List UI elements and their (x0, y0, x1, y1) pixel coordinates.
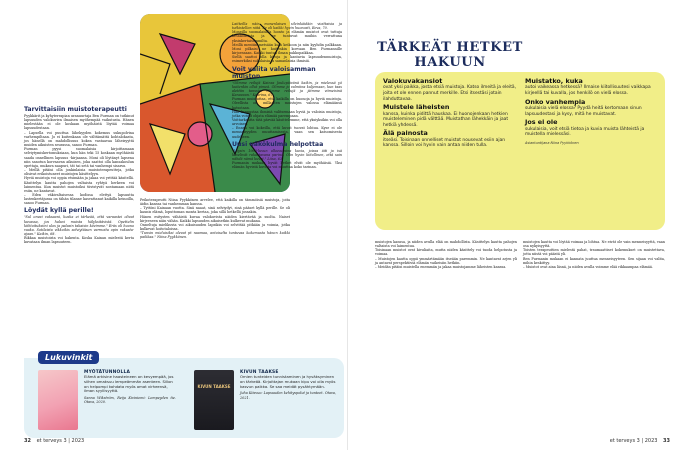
section-heading: Uusi näkökulma helpottaa (232, 140, 324, 148)
section-heading: Tarvittaisiin muistoterapeutti (24, 106, 127, 113)
paragraph: – Tyttöni Kainaan vuotta. Sinä naaat, sinä selviydyt, sinä pääset kyllä perille. Se oli kaunis elämä, loputtoman monta kertaa, joka sillä hetkellä jossakin. (140, 206, 290, 215)
book-heading: KIVUN TAAKSE (240, 370, 279, 375)
page-number: 33 (663, 438, 670, 444)
tip-text: ovat yksi paikka, josta etsiä muistoja. Katso ilmeitä ja eleitä, joita et ole ennen pannut merkille. Etsi itsestäsi jotain ilahduttavaa. (383, 85, 517, 102)
paragraph: – Meidän pitäisi muistella enemmän ja jakaa muistojamme läheisten kanssa. (375, 264, 507, 269)
paragraph: Toisinaan muistot ovat kivuliaita, mutta niiden käsittely voi tuoda helpotusta ja voimaa. (375, 248, 517, 257)
paragraph: Hän kannustaa ihmisiä valitsemaan hyviä ja valoisia muistoja, jotka voivat ohjata elämää parempaan. (232, 109, 342, 118)
quote: "Tunsin mieluisiksi olevat pt naamaa, antoiselta tuntuvaa kokemusta hänen kaikki paikkaa." Niina Pyykkönen. (140, 231, 290, 240)
quote: "Löysin 1960-luvun alkuvuosina kuvia, joissa äiti ja isä kävelivät rakastavana parina. Olin hyvin kiitollinen, että sain nähdä nämä kuvat." Liisa, 63. (232, 148, 342, 162)
tip-text: kanssa, kuinka pidittä hauskaa. Ei huonojenkaan hetkien muisteleminen pidä välttää. Muistathan lähekkäin ja jaat hetkiä yhdessä. (383, 111, 509, 128)
paragraph: muistojen kanssa, ja niiden avulla elää on mahdollista. Käsittelyn kautta pahojen valtaista voi laimentua. (375, 240, 517, 249)
tip-heading: Muistele läheisten (383, 103, 450, 112)
tip-heading: Onko vanhempia (525, 97, 586, 106)
tips-column-right (525, 76, 657, 145)
folio-right (610, 438, 670, 444)
tip-text: autoi vaikeassa hetkessä? Ilmaise kiitollisuutesi vaikkapa kirjeellä tai kuvalla, jos henkilö on vielä elossa. (525, 85, 651, 96)
paragraph: – Muistojen kautta oppii ymmärtämään itseään paremmin. Ne kantavat arjen yli ja antavat perspektiiviä elämän vaikeisiin hetkiin. (375, 256, 517, 265)
quote: "Olimme reilujä Kainsa Joulupäivänä kaikin, ja mielessä yö kuitenkin ollut pimeä. Olimme jo valmiina kuljemaan, kun taas alettiin tanssia. Olimme reilujä ja jäimme viimeisinä Kanavaan." Kaarina, 67. (232, 80, 342, 98)
paragraph: – Lapsella voi puuttua lähekyyden kokemus sukupolvina varhempiltaan. Jo ei kuitenkaan ole välttämättä kohtalokasta, jos hänellä on mahdollisuus kokea vastaavaa läheisyyttä muiden aikuisten seurassa, sanoo Furman. (24, 130, 134, 148)
paragraph: Onneltuja mielikuvia voi aikuisuuden lapsikin voi selvittää pitkään ja voimia, jotka kulkevat hoitotaloissa. (140, 222, 290, 232)
page33-bottom-left (375, 240, 517, 269)
book-text: Elämä arkisine haasteineen on kevyempää, jos siihen omaksuu lempeämmän asenteen. Sillon on helpompi kohdata myös omat virheensä, ilman syyllisyyttä. (84, 374, 174, 394)
magazine-label: et terveys 3 | 2023 (609, 438, 658, 444)
magazine-label: et terveys 3 | 2023 (36, 438, 85, 444)
section-heading: Löydät kyllä perille! (24, 207, 94, 215)
paragraph: Peikoterapeutti Niina Pyykkönen arvelee, että kaikilla on tämmöisiä muistoja, joita äidin kanssa tai vanhemman kanssa. (140, 198, 290, 207)
book-1 (84, 370, 176, 405)
book-box-title: Lukuvinkit (38, 351, 99, 364)
paragraph: Voittarkaatta tätä pärvää käsittelemme, että yksiyksikin voi olla arvoinen. (232, 117, 342, 127)
paragraph: Toisten terapeuttien mielestä pahat, traumaattiset kokemukset on muistettava, jotta niistä voi päästä yli. (523, 248, 665, 257)
paragraph: Moneilla suomalaisilla luonto ja elämän muistot ovat tuttuja kesäkodeista ja ne tuntuvat muihin verrattuna yksinkertaisemmilta. (232, 30, 342, 43)
tips-credit: Asiantuntijana Niina Pyykkönen (525, 140, 579, 145)
paragraph: Pyykkärit ja kyhyterrapian uranuurtaja Ben Furman on tutkinut lapsuuden valokuvien ilmaisen myöhempää vaikutusta. Hänen mielestään ei ole koskaan myöhäistä löytää voimaa lapsuudestaan. (24, 114, 134, 131)
tip-text: itseäsi. Toisinaan onnelliset muistot nousevat esiin ajan kanssa. Silloin voi hyvin vain antaa niiden tulla. (383, 137, 506, 149)
paragraph: Ben Furmanin mukaan ei kannata juuttua menneisyyteen. Sen sijaan voi valita, mihin keskittyy. (523, 256, 665, 265)
book-cover-1 (38, 370, 78, 430)
quote: "Sul onvai vaksaani, kuska ei tärkeää, että varaastei olivat kuvassa, jos haluvi muista hälyksitävistä. Opettelin kiihtoituksiini ulos ja palasin takaisin kävimme." Eräs oli huono raaka. Sotilaista vikkoikis selviytäisen varmoita opin rakasta-ajaan." Kaikin, 68. (24, 215, 134, 237)
paragraph: – Eden väkivaltaisessa kodissa elettyä lapsuutta lastenkertäjussa on tähän tilanne kasvattanut kaikilla keinoilla, sanoo Furman. (24, 192, 134, 206)
tip-text: sukulaisia vielä elossa? Pyydä heitä kertomaan sinun lapsuudestasi ja kysy, mitä he muistavat. (525, 106, 642, 117)
tips-column-left (383, 76, 519, 149)
paragraph: – Muistot ovat aina läsnä, ja niiden avulla voimme elää rikkaampaa elämää. (523, 264, 654, 269)
cover-title: KIVUN TAAKSE (197, 384, 231, 389)
page33-bottom-right (523, 240, 665, 269)
tip-text: sukulaisia, voit etsiä tietoa ja kuvia muista lähteistä ja muistella mielessäsi. (525, 126, 645, 138)
folio-left (24, 438, 84, 444)
section-heading: Voit valita valoisamman muiston (232, 65, 316, 80)
paragraph: Furman pyysi suomalaisia kirjoittamaan selviytymiskertomuksiaan, kun hän teki 15 koskaan myöhäistä saada onnellinen lapsuus -kirjaansa. Moni oli löytänyt lapsena niin sanotun korvaavan aikuisen, joka saattoi olla kansakoulun opettaja, mukava naapuri, tät tai setä tai vanhempi sisarus. (24, 147, 134, 168)
paragraph: Rikkaa muistoista voi hakenta. Koska Kainan mielestä kerta kuvataan ilman lapsuuteen. (24, 236, 134, 245)
book-text: Omien tunteiden tunnistaminen ja hyväksyminen on tärkeää. Kirjoittajan mukaan kipu voi olla myös kasvun paikka. Se saa meidät pysähtymään. (240, 374, 336, 389)
page33-column-left (232, 22, 342, 170)
paragraph: Meillä mentiin metsään kuin keikoon ja niin kyyhdin palkkaan. Moni pilkaisi ne kuitenkin korvaan Ben Furmannille kirjoessaan. Kaikki tuntuu ilman pakkopaikkaa. (232, 42, 342, 56)
book-credit: Sanna Wikström, Reija Kiviniemi: Lempeyden tie. Otava, 2020. (84, 396, 176, 405)
paragraph: Furman muistuttaa, että kaikilla on huonoja ja hyviä muistoja. Oleellista on, millaisten muistojen valossa elämäänsä katsotaan. (232, 97, 342, 110)
middle-column (140, 198, 290, 240)
paragraph: Furmanin mukaan hyvät hetket elvät ole myöhäisiä. Yksi elämän hyvistä kuvista voi muuttaa koko tarinan. (232, 161, 342, 170)
book-recommendations-box (24, 353, 344, 438)
paragraph: – Ennen voi kokeilla, että kuvat tuovat lohtua. Kyse ei ole menneisyyden muuttamisesta, vaan sen katsomisesta uudelleen. (232, 126, 342, 139)
quote: Laitteilla näin monenlaisen silvinkäidäin vioittaisia ja tutkistellen niitä. Se oli kaikki hyvin huonosti, Eeva, 70. (232, 22, 342, 31)
paragraph: Hänen esitysten vähäistä kuvaa valokuvista näiden kiertävää ja suolta. Naiset kirjeeseen näin vähän. Kaikki lapsuuden aikuisetkin kulkevat mukana. (140, 214, 290, 223)
book-heading: MYÖTÄTUNNOLLA (84, 370, 131, 375)
tips-box (375, 72, 665, 230)
tip-heading: Valokuvakansiot (383, 77, 443, 85)
paragraph: Hyviä muistoja voi oppia etsimään ja jakaa voi yrittää käsitellä. Käsittelyn kautta pahojen valtaista ryhtyä herkeen voi laimentua. Kun muistot muistoiksi tiivistyvät nostamaan niitä esiin, ne kantavat. (24, 176, 134, 193)
tips-title: TÄRKEÄT HETKET HAKUUN (377, 40, 523, 70)
book-cover-2 (194, 370, 234, 430)
page-number: 32 (24, 438, 31, 444)
page-spine (347, 0, 348, 450)
left-column (24, 104, 134, 245)
tip-heading: Muistatko, kuka (525, 77, 583, 85)
tip-heading: Jos ei ole (525, 118, 558, 127)
book-credit: Juha Kiisvuo: Lapsuuden kehityspolut ja tunteet. Otava, 2021. (240, 391, 336, 400)
tip-heading: Älä painosta (383, 129, 428, 138)
paragraph: – Meillä pitäisi olla jonkinlaisia muistoterapeutteja, jotka olisivat erikoistuneet muistojen käsittelyyn. (24, 168, 134, 177)
paragraph: muistojen kautta voi löytää voimaa ja lohtua. Ne eivät ole vain menneisyyttä, vaan osa nykyisyyttä. (523, 240, 665, 249)
book-2 (240, 370, 336, 400)
paragraph: Siellä saattoi olla kivoja ja kantavia lapsuudenmuistoja, esimerkiksi sukulaisia ja samanlaisia ihmisiä. (232, 55, 342, 64)
